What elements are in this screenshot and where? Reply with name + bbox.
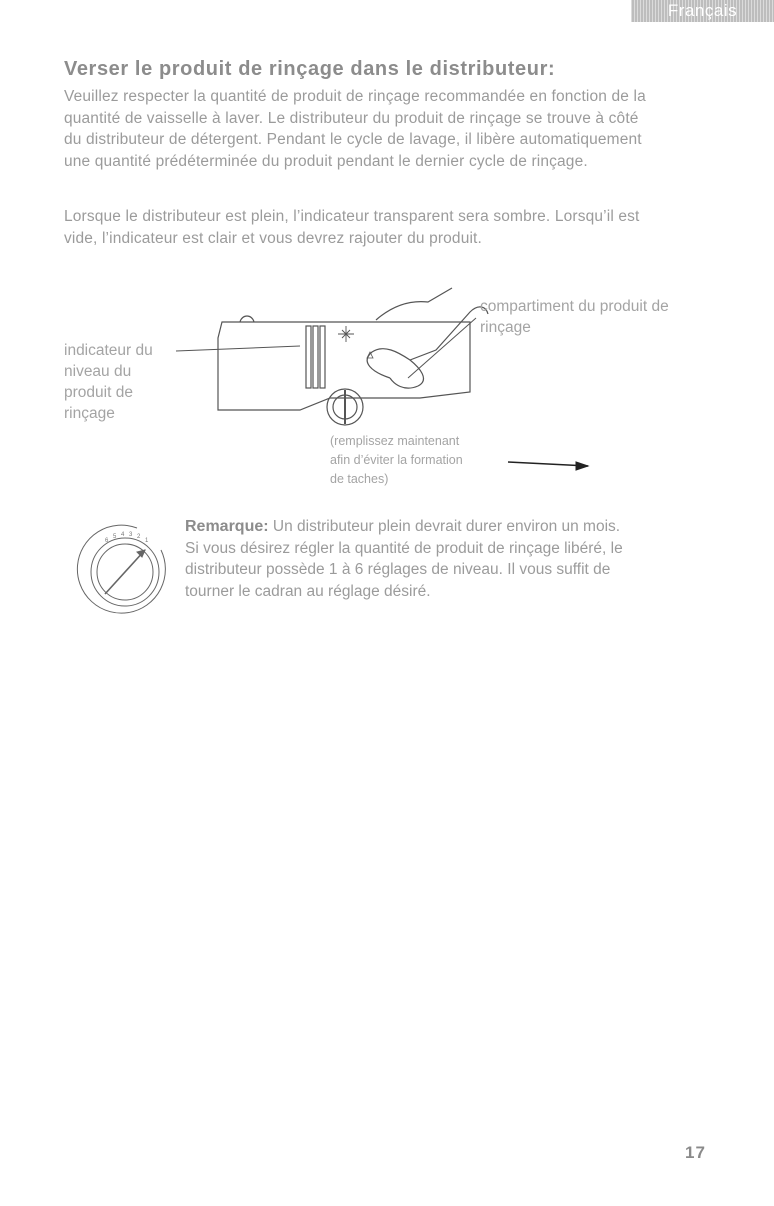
compartment-leader-line	[408, 318, 476, 378]
remark-text: Un distributeur plein devrait durer environ un mois.	[268, 518, 621, 535]
fill-now-note	[330, 432, 510, 489]
paragraph-line: vide, l’indicateur est clair et vous devrez rajouter du produit.	[64, 229, 482, 247]
dial-number: 4	[121, 532, 125, 538]
label-line: rinçage	[64, 405, 115, 422]
adjustment-dial-illustration	[75, 520, 175, 620]
label-line: indicateur du	[64, 342, 153, 359]
section-title: Verser le produit de rinçage dans le distributeur:	[64, 58, 556, 80]
label-line: compartiment du produit de	[480, 298, 669, 315]
hand-icon-detail	[390, 360, 423, 388]
dial-number: 5	[113, 534, 117, 540]
indicator-bar	[320, 326, 325, 388]
label-line: produit de	[64, 384, 133, 401]
paragraph-line: du distributeur de détergent. Pendant le cycle de lavage, il libère automatiquement	[64, 131, 642, 148]
dispenser-clip	[240, 316, 254, 322]
note-line: de taches)	[330, 472, 389, 486]
paragraph-line: Veuillez respecter la quantité de produit de rinçage recommandée en fonction de la	[64, 88, 646, 105]
dial-pointer-head	[137, 550, 145, 557]
note-line: afin d’éviter la formation	[330, 453, 463, 467]
indicator-bar	[313, 326, 318, 388]
compartment-label	[480, 296, 710, 338]
hand-sleeve	[376, 288, 452, 320]
indicator-leader-line	[176, 346, 300, 351]
remark-line: Si vous désirez régler la quantité de produit de rinçage libéré, le	[185, 539, 623, 557]
dial-number: 2	[137, 534, 141, 540]
label-line: niveau du	[64, 363, 132, 380]
remark-paragraph	[185, 516, 725, 602]
paragraph-line: quantité de vaisselle à laver. Le distributeur du produit de rinçage se trouve à côté	[64, 109, 639, 127]
label-line: rinçage	[480, 319, 531, 336]
indicator-label	[64, 340, 184, 424]
note-line: (remplissez maintenant	[330, 434, 460, 448]
dial-number: 1	[145, 538, 149, 544]
sun-icon	[338, 326, 354, 342]
page-number: 17	[685, 1143, 706, 1162]
remark-line	[185, 516, 725, 538]
paragraph-line: une quantité prédéterminée du produit pendant le dernier cycle de rinçage.	[64, 152, 588, 170]
fill-arrow-head	[576, 462, 588, 470]
remark-line: distributeur possède 1 à 6 réglages de niveau. Il vous suffit de	[185, 561, 611, 578]
dial-number: 6	[105, 538, 109, 544]
indicator-bar	[306, 326, 311, 388]
dial-pointer	[105, 550, 145, 594]
dial-number: 3	[129, 532, 133, 538]
language-tab: Français	[631, 0, 774, 22]
remark-label: Remarque:	[185, 518, 269, 535]
paragraph-line: Lorsque le distributeur est plein, l’indicateur transparent sera sombre. Lorsqu’il est	[64, 208, 640, 225]
remark-line: tourner le cadran au réglage désiré.	[185, 582, 431, 600]
